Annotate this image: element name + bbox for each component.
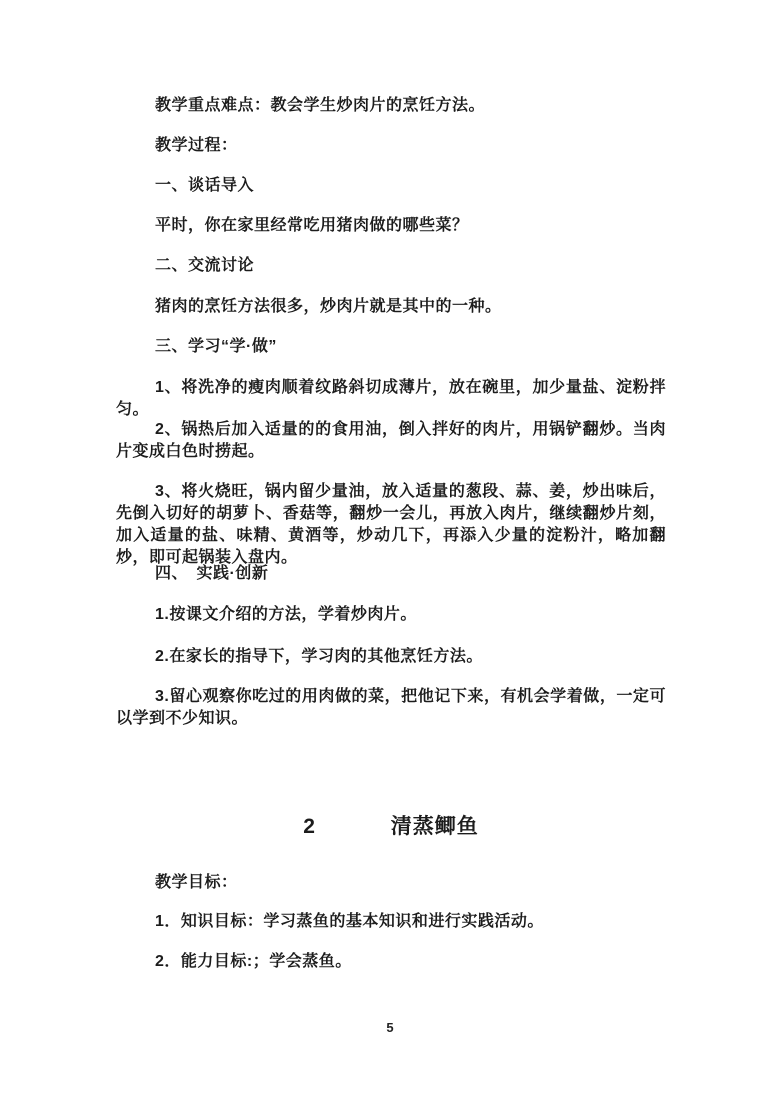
paragraph-step-2: 2、锅热后加入适量的的食用油，倒入拌好的肉片，用锅铲翻炒。当肉片变成白色时捞起。 xyxy=(116,421,666,460)
paragraph-process-label: 教学过程： xyxy=(155,137,238,154)
paragraph-step-3: 3、将火烧旺，锅内留少量油，放入适量的葱段、蒜、姜，炒出味后，先倒入切好的胡萝卜、香菇等，翻炒一会儿，再放入肉片，继续翻炒片刻，加入适量的盐、味精、黄酒等，炒动几下，再添入少量的淀粉汁，略加翻炒，即可起锅装入盘内。 xyxy=(116,483,666,566)
chapter-title xyxy=(116,812,666,842)
paragraph-discussion: 猪肉的烹饪方法很多，炒肉片就是其中的一种。 xyxy=(155,298,502,315)
heading-section-4: 四、 实践·创新 xyxy=(155,565,269,582)
heading-section-1: 一、谈话导入 xyxy=(155,177,255,194)
paragraph-practice-1: 1.按课文介绍的方法，学着炒肉片。 xyxy=(155,606,417,623)
heading-section-2: 二、交流讨论 xyxy=(155,257,255,274)
paragraph-key-points: 教学重点难点：教会学生炒肉片的烹饪方法。 xyxy=(155,97,486,114)
page-number: 5 xyxy=(386,1020,394,1035)
paragraph-step-1: 1、将洗净的瘦肉顺着纹路斜切成薄片，放在碗里，加少量盐、淀粉拌匀。 xyxy=(116,379,666,418)
paragraph-question: 平时，你在家里经常吃用猪肉做的哪些菜？ xyxy=(155,217,469,234)
chapter-name: 清蒸鲫鱼 xyxy=(390,815,479,838)
paragraph-practice-2: 2.在家长的指导下，学习肉的其他烹饪方法。 xyxy=(155,648,483,665)
paragraph-goals-label: 教学目标： xyxy=(155,874,238,891)
paragraph-practice-3: 3.留心观察你吃过的用肉做的菜，把他记下来，有机会学着做，一定可以学到不少知识。 xyxy=(116,688,666,727)
paragraph-goal-ability: 2．能力目标:；学会蒸鱼。 xyxy=(155,953,352,970)
paragraph-goal-knowledge: 1．知识目标：学习蒸鱼的基本知识和进行实践活动。 xyxy=(155,913,544,930)
heading-section-3: 三、学习“学·做” xyxy=(155,338,277,355)
chapter-number: 2 xyxy=(303,815,316,838)
